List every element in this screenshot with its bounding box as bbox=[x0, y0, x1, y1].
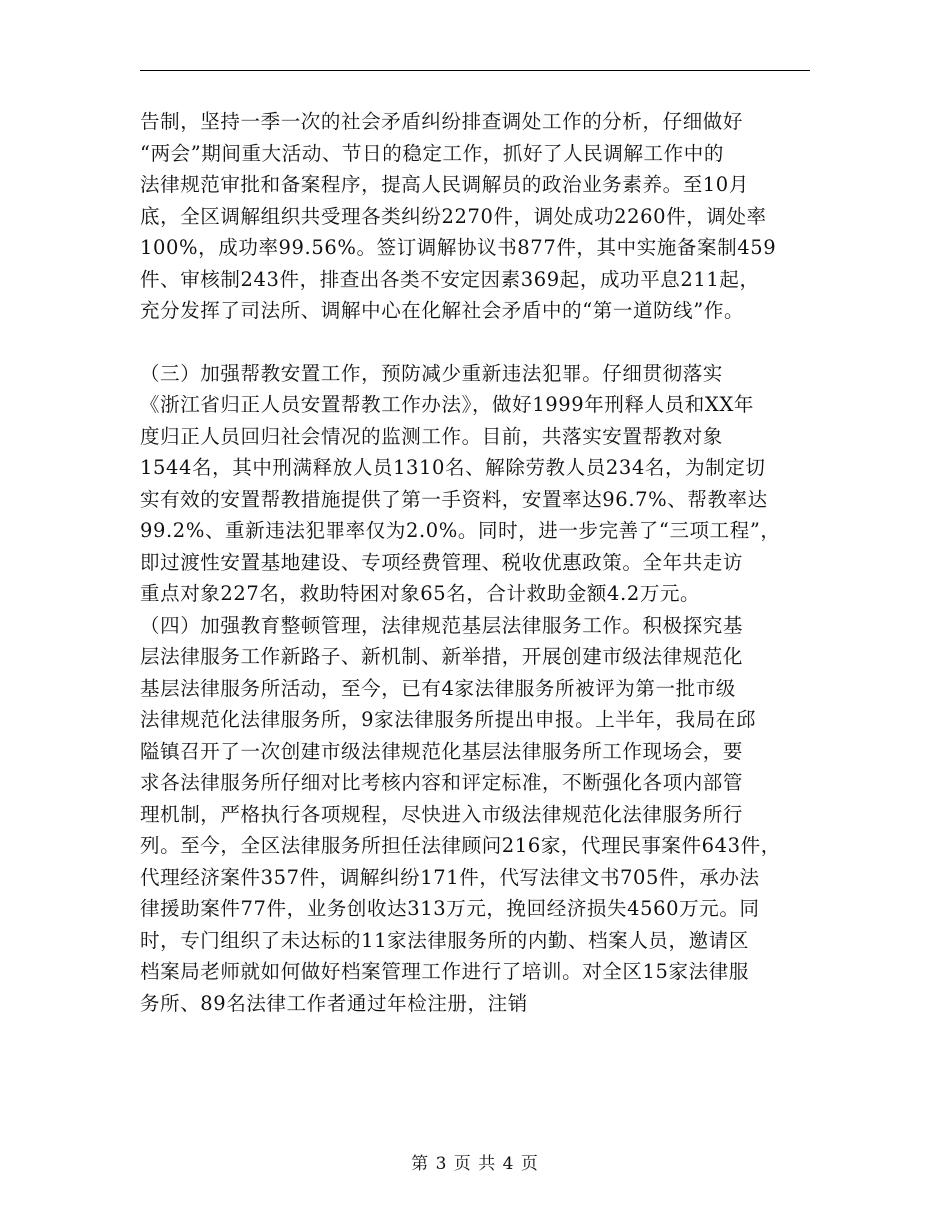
text-line: 层法律服务工作新路子、新机制、新举措，开展创建市级法律规范化 bbox=[140, 645, 744, 668]
text-line: 求各法律服务所仔细对比考核内容和评定标准，不断强化各项内部管 bbox=[140, 771, 744, 794]
text-line: 档案局老师就如何做好档案管理工作进行了培训。对全区15家法律服 bbox=[140, 960, 749, 983]
text-line: 《浙江省归正人员安置帮教工作办法》，做好1999年刑释人员和XX年 bbox=[140, 393, 754, 416]
text-line: 重点对象227名，救助特困对象65名，合计救助金额4.2万元。 bbox=[140, 582, 701, 605]
header-rule bbox=[140, 70, 810, 71]
text-line: 法律规范审批和备案程序，提高人民调解员的政治业务素养。至10月 bbox=[140, 173, 749, 196]
text-line: 理机制，严格执行各项规程，尽快进入市级法律规范化法律服务所行 bbox=[140, 802, 744, 826]
text-line: 充分发挥了司法所、调解中心在化解社会矛盾中的“第一道防线”作。 bbox=[140, 299, 745, 322]
text-line: 代理经济案件357件，调解纠纷171件，代写法律文书705件，承办法 bbox=[140, 865, 760, 889]
text-line: （四）加强教育整顿管理，法律规范基层法律服务工作。积极探究基 bbox=[140, 613, 744, 637]
text-line: 法律规范化法律服务所，9家法律服务所提出申报。上半年，我局在邱 bbox=[140, 708, 757, 731]
paragraph-resettlement bbox=[140, 358, 830, 610]
text-line: （三）加强帮教安置工作，预防减少重新违法犯罪。仔细贯彻落实 bbox=[140, 361, 723, 385]
text-line: 件、审核制243件，排查出各类不安定因素369起，成功平息211起， bbox=[140, 267, 760, 291]
paragraph-gap bbox=[140, 327, 830, 358]
text-line: 务所、89名法律工作者通过年检注册，注销 bbox=[140, 991, 528, 1015]
text-line: 99.2%、重新违法犯罪率仅为2.0%。同时，进一步完善了“三项工程”， bbox=[140, 519, 781, 542]
text-line: “两会”期间重大活动、节日的稳定工作，抓好了人民调解工作中的 bbox=[140, 141, 724, 165]
text-line: 时，专门组织了未达标的11家法律服务所的内勤、档案人员，邀请区 bbox=[140, 928, 749, 952]
text-line: 实有效的安置帮教措施提供了第一手资料，安置率达96.7%、帮教率达 bbox=[140, 487, 768, 511]
text-line: 度归正人员回归社会情况的监测工作。目前，共落实安置帮教对象 bbox=[140, 424, 723, 448]
text-line: 列。至今，全区法律服务所担任法律顾问216家，代理民事案件643件， bbox=[140, 834, 781, 857]
page-footer: 第 3 页 共 4 页 bbox=[411, 1154, 539, 1174]
text-line: 100%，成功率99.56%。签订调解协议书877件，其中实施备案制459 bbox=[140, 236, 777, 259]
document-body bbox=[140, 106, 830, 1019]
paragraph-legal-services bbox=[140, 610, 830, 1020]
text-line: 底，全区调解组织共受理各类纠纷2270件，调处成功2260件，调处率 bbox=[140, 204, 767, 228]
text-line: 律援助案件77件，业务创收达313万元，挽回经济损失4560万元。同 bbox=[140, 897, 760, 920]
text-line: 即过渡性安置基地建设、专项经费管理、税收优惠政策。全年共走访 bbox=[140, 550, 744, 574]
text-line: 隘镇召开了一次创建市级法律规范化基层法律服务所工作现场会，要 bbox=[140, 739, 744, 763]
text-line: 基层法律服务所活动，至今，已有4家法律服务所被评为第一批市级 bbox=[140, 676, 736, 700]
paragraph-mediation bbox=[140, 106, 830, 327]
text-line: 1544名，其中刑满释放人员1310名、解除劳教人员234名，为制定切 bbox=[140, 456, 766, 479]
text-line: 告制，坚持一季一次的社会矛盾纠纷排查调处工作的分析，仔细做好 bbox=[140, 110, 744, 133]
